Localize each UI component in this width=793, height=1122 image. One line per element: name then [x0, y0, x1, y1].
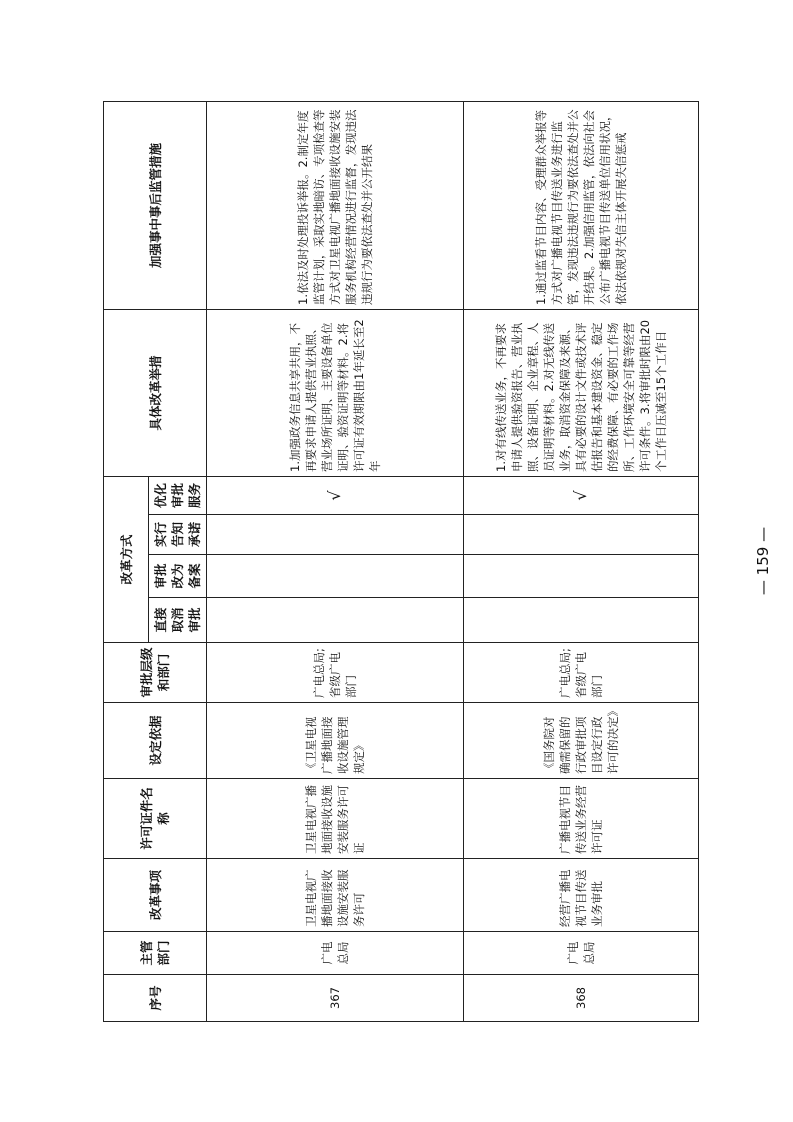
header-method-filing: 审批改为备案 — [149, 555, 207, 598]
cell-dept: 广电总局 — [207, 932, 464, 975]
header-seq: 序号 — [104, 975, 207, 1022]
header-license: 许可证件名称 — [104, 779, 207, 859]
cell-method-optimize: √ — [464, 477, 699, 515]
cell-method-notify — [464, 515, 699, 555]
header-item: 改革事项 — [104, 859, 207, 932]
reform-table — [103, 101, 699, 1022]
cell-level: 广电总局;省级广电部门 — [464, 643, 699, 703]
header-method-notify: 实行告知承诺 — [149, 515, 207, 555]
header-measures: 具体改革举措 — [104, 310, 207, 477]
header-row-1 — [104, 102, 149, 1022]
table-row — [464, 102, 699, 1022]
cell-method-cancel — [464, 598, 699, 643]
cell-measures: 1.对有线传送业务，不再要求申请人提供验资报告、营业执照、设备证明、企业章程、人员证明等材料。2.对无线传送业务，取消资金保障及来源、具有必要的设计文件或技术评估报告和基本建设资金、稳定的经费保障、有必要的工作场所、工作环境安全可靠等经营许可条件。3.将审批时限由20个工作日压减至15个工作日 — [464, 310, 699, 477]
page-number: — 159 — — [754, 526, 772, 596]
cell-supervision: 1.通过监看节目内容、受理群众举报等方式对广播电视节目传送业务进行监管，发现违法违规行为要依法查处并公开结果。2.加强信用监管，依法向社会公布广播电视节目传送单位信用状况，依法依规对失信主体开展失信惩戒 — [464, 102, 699, 310]
header-method-cancel: 直接取消审批 — [149, 598, 207, 643]
cell-item: 经营广播电视节目传送业务审批 — [464, 859, 699, 932]
cell-dept: 广电总局 — [464, 932, 699, 975]
cell-method-filing — [207, 555, 464, 598]
header-methods: 改革方式 — [104, 477, 149, 643]
header-level: 审批层级和部门 — [104, 643, 207, 703]
cell-method-optimize: √ — [207, 477, 464, 515]
table-row — [207, 102, 464, 1022]
cell-method-notify — [207, 515, 464, 555]
cell-item: 卫星电视广播地面接收设施安装服务许可 — [207, 859, 464, 932]
cell-seq: 368 — [464, 975, 699, 1022]
header-method-optimize: 优化审批服务 — [149, 477, 207, 515]
header-dept: 主管部门 — [104, 932, 207, 975]
cell-method-filing — [464, 555, 699, 598]
cell-license: 广播电视节目传送业务经营许可证 — [464, 779, 699, 859]
cell-basis: 《国务院对确需保留的行政审批项目设定行政许可的决定》 — [464, 703, 699, 779]
cell-method-cancel — [207, 598, 464, 643]
header-basis: 设定依据 — [104, 703, 207, 779]
cell-supervision: 1.依法及时处理投诉举报。2.制定年度监管计划，采取实地暗访、专项检查等方式对卫星电视广播地面接收设施安装服务机构经营情况进行监督，发现违法违规行为要依法查处并公开结果 — [207, 102, 464, 310]
cell-license: 卫星电视广播地面接收设施安装服务许可证 — [207, 779, 464, 859]
cell-level: 广电总局;省级广电部门 — [207, 643, 464, 703]
header-supervision: 加强事中事后监管措施 — [104, 102, 207, 310]
cell-seq: 367 — [207, 975, 464, 1022]
cell-measures: 1.加强政务信息共享共用，不再要求申请人提供营业执照、营业场所证明、主要设备单位证明、验资证明等材料。2.将许可证有效期限由1年延长至2年 — [207, 310, 464, 477]
cell-basis: 《卫星电视广播地面接收设施管理规定》 — [207, 703, 464, 779]
